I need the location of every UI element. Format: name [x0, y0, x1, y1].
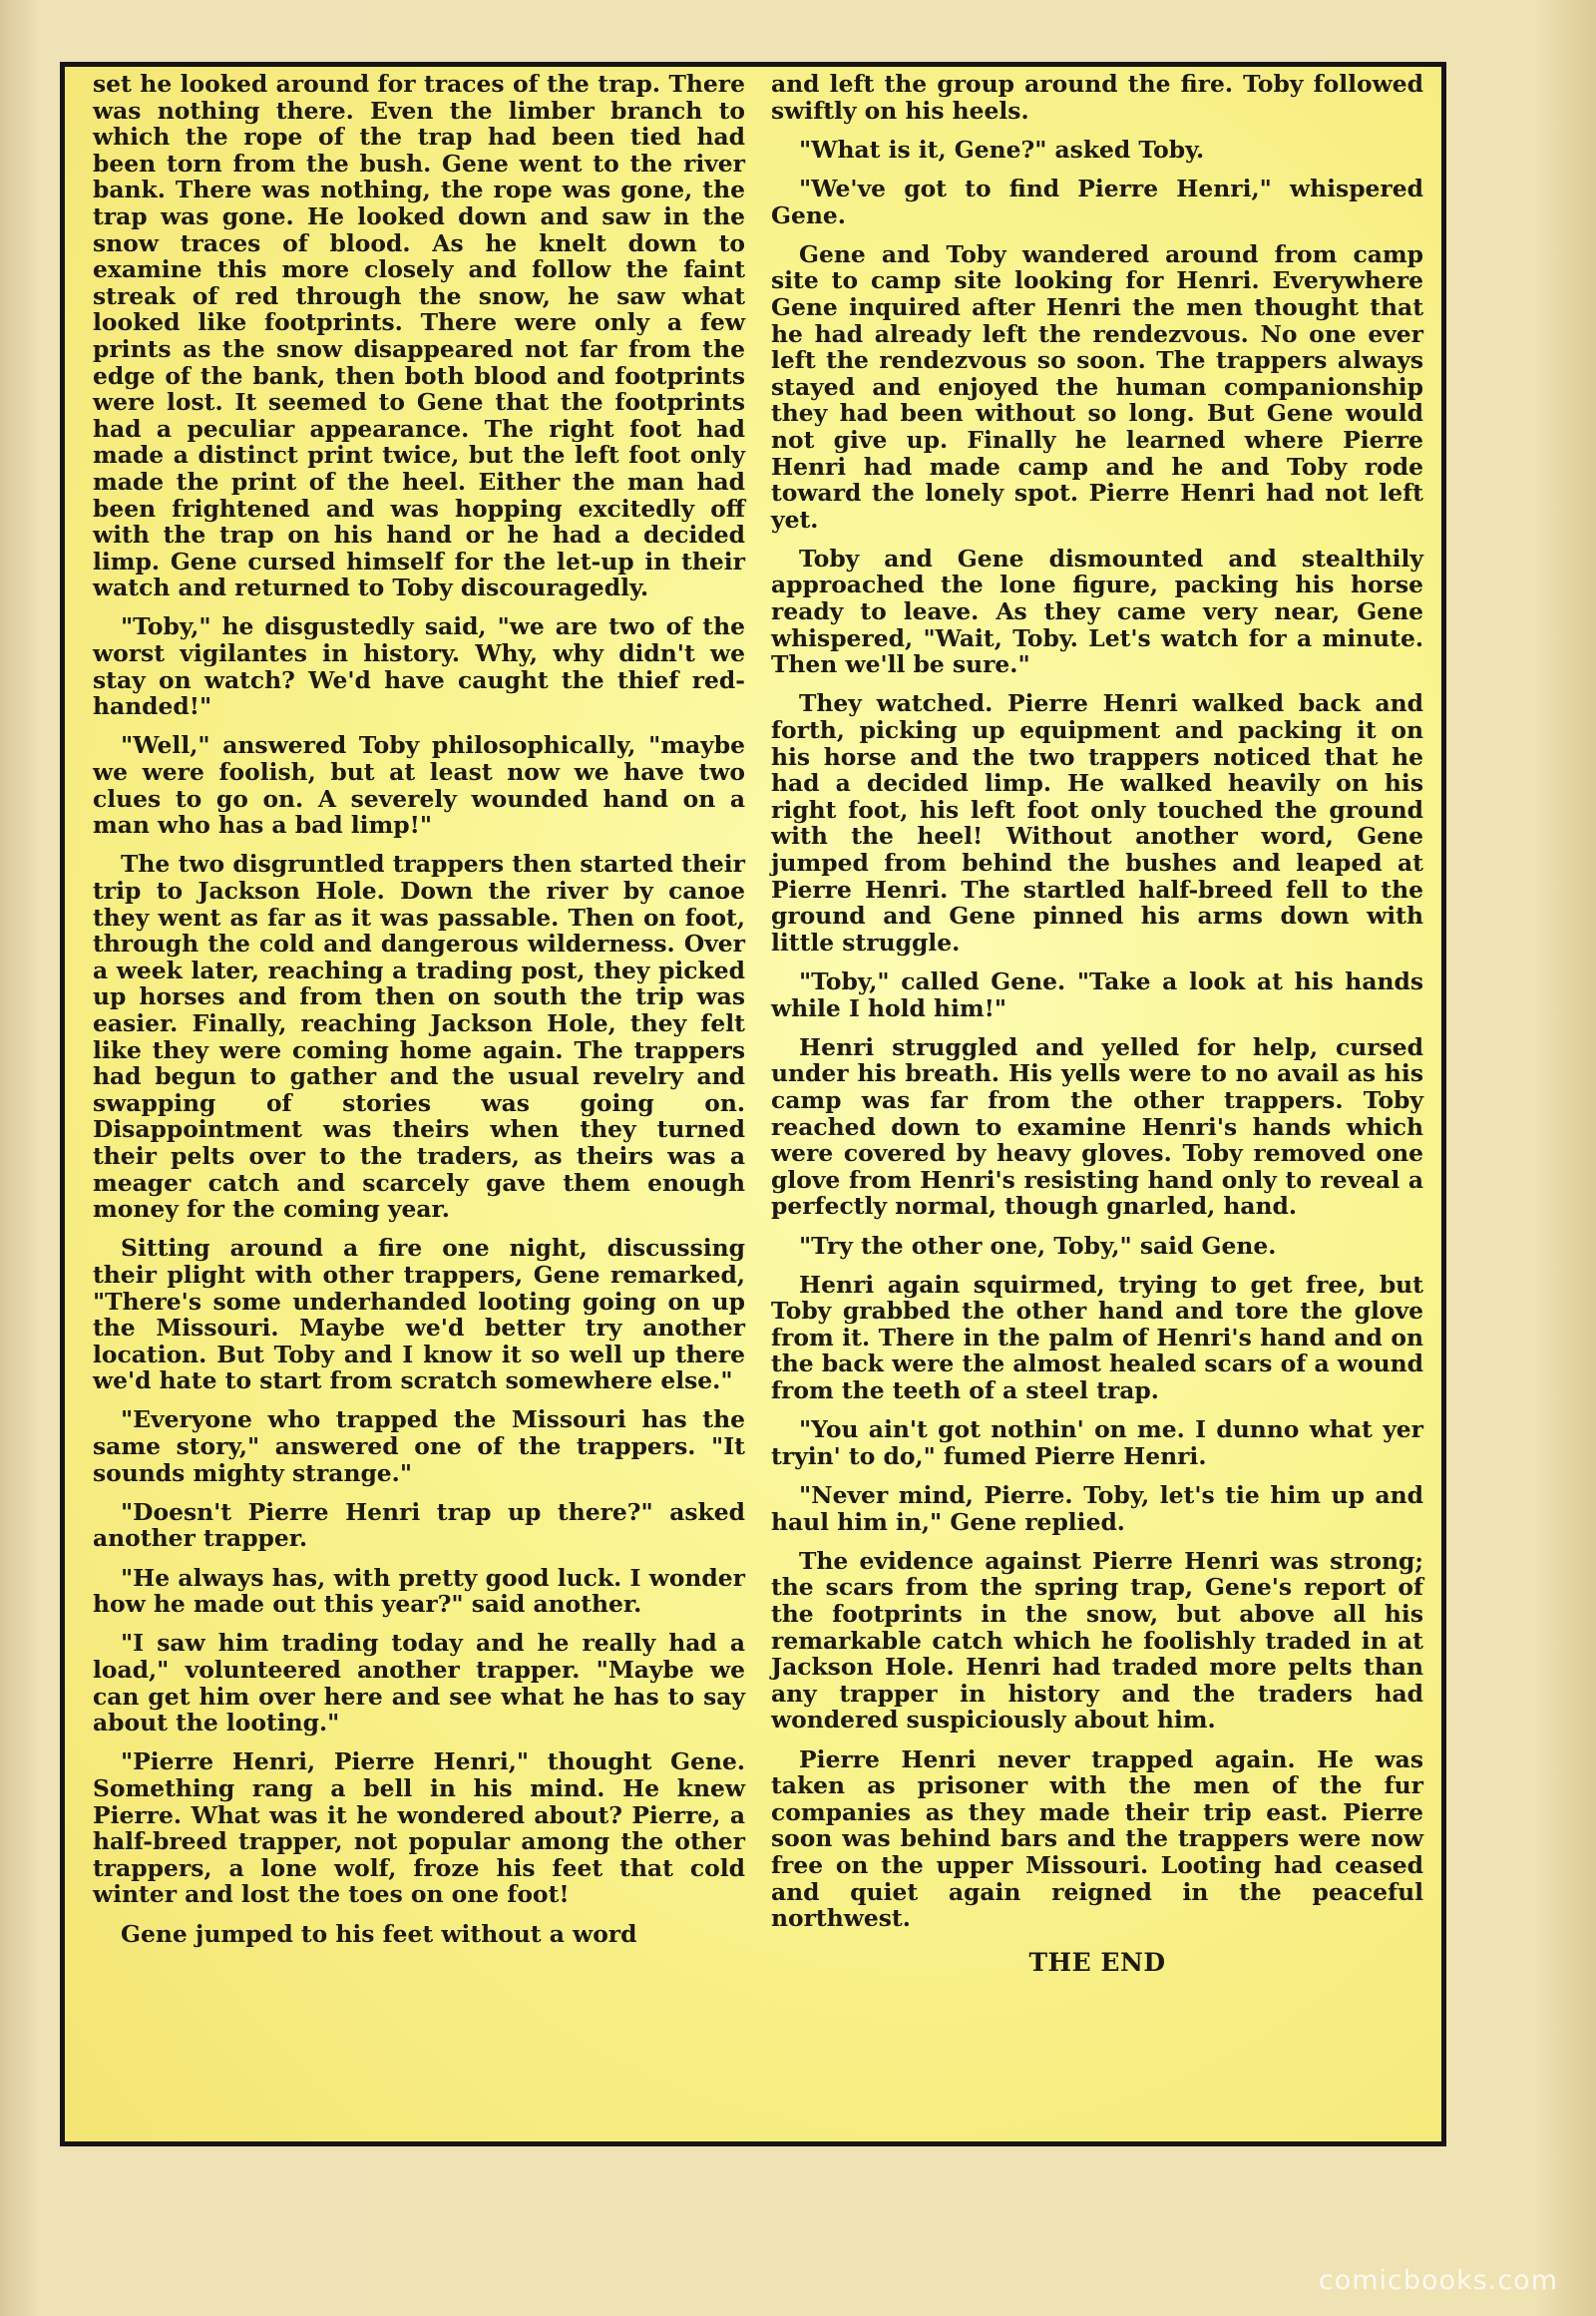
- paragraph: "You ain't got nothin' on me. I dunno what yer tryin' to do," fumed Pierre Henri.: [771, 1415, 1423, 1470]
- paragraph: Henri struggled and yelled for help, cursed under his breath. His yells were to no avail as his camp was far from the other trappers. Toby reached down to examine Henri's hands which were covered by heavy gloves. Toby removed one glove from Henri's resisting hand only to reveal a perfectly normal, though gnarled, hand.: [771, 1032, 1423, 1221]
- paragraph: "We've got to find Pierre Henri," whispered Gene.: [771, 174, 1423, 229]
- paragraph: set he looked around for traces of the trap. There was nothing there. Even the limber branch to which the rope of the trap had been tied had been torn from the bush. Gene went to the river bank. There was nothing, the rope was gone, the trap was gone. He looked down and saw in the snow traces of blood. As he knelt down to examine this more closely and follow the faint streak of red through the snow, he saw what looked like footprints. There were only a few prints as the snow disappeared not far from the edge of the bank, then both blood and footprints were lost. It seemed to Gene that the footprints had a peculiar appearance. The right foot had made a distinct print twice, but the left foot only made the print of the heel. Either the man had been frightened and was hopping excitedly off with the trap on his hand or he had a decided limp. Gene cursed himself for the let-up in their watch and returned to Toby discouragedly.: [93, 70, 745, 602]
- paragraph: "He always has, with pretty good luck. I wonder how he made out this year?" said another.: [93, 1563, 745, 1619]
- paragraph: Sitting around a fire one night, discussing their plight with other trappers, Gene remarked, "There's some underhanded looting going on up the Missouri. Maybe we'd better try another location. But Toby and I know it so well up there we'd hate to start from scratch somewhere else.": [93, 1234, 745, 1395]
- paragraph: Toby and Gene dismounted and stealthily approached the lone figure, packing his horse ready to leave. As they came very near, Gene whispered, "Wait, Toby. Let's watch for a minute. Then we'll be sure.": [771, 544, 1423, 679]
- paragraph: The two disgruntled trappers then started their trip to Jackson Hole. Down the river by canoe they went as far as it was passable. Then on foot, through the cold and dangerous wilderness. Over a week later, reaching a trading post, they picked up horses and from then on south the trip was easier. Finally, reaching Jackson Hole, they felt like they were coming home again. The trappers had begun to gather and the usual revelry and swapping of stories was going on. Disappointment was theirs when they turned their pelts over to the traders, as theirs was a meager catch and scarcely gave them enough money for the coming year.: [93, 850, 745, 1224]
- paragraph: They watched. Pierre Henri walked back and forth, picking up equipment and packing it on his horse and the two trappers noticed that he had a decided limp. He walked heavily on his right foot, his left foot only touched the ground with the heel! Without another word, Gene jumped from behind the bushes and leaped at Pierre Henri. The startled half-breed fell to the ground and Gene pinned his arms down with little struggle.: [771, 689, 1423, 957]
- paragraph: "Try the other one, Toby," said Gene.: [799, 1231, 1277, 1260]
- the-end-label: THE END: [1028, 1947, 1166, 1977]
- paragraph: "I saw him trading today and he really had a load," volunteered another trapper. "Maybe we can get him over here and see what he has to say about the looting.": [93, 1629, 745, 1737]
- paragraph: "Never mind, Pierre. Toby, let's tie him up and haul him in," Gene replied.: [771, 1481, 1423, 1536]
- watermark: comicbooks.com: [1318, 2265, 1558, 2296]
- paragraph: "Well," answered Toby philosophically, "maybe we were foolish, but at least now we have two clues to go on. A severely wounded hand on a man who has a bad limp!": [93, 731, 745, 840]
- paragraph: Gene and Toby wandered around from camp site to camp site looking for Henri. Everywhere Gene inquired after Henri the men thought that he had already left the rendezvous. No one ever left the rendezvous so soon. The trappers always stayed and enjoyed the human companionship they had been without so long. But Gene would not give up. Finally he learned where Pierre Henri had made camp and he and Toby rode toward the lonely spot. Pierre Henri had not left yet.: [771, 239, 1423, 534]
- paragraph: "Doesn't Pierre Henri trap up there?" asked another trapper.: [93, 1497, 745, 1553]
- paragraph: Gene jumped to his feet without a word: [121, 1919, 637, 1948]
- left-column: [93, 71, 745, 1960]
- paragraph: "Toby," called Gene. "Take a look at his hands while I hold him!": [771, 966, 1423, 1022]
- right-column: [771, 71, 1423, 1976]
- paragraph: "Toby," he disgustedly said, "we are two of the worst vigilantes in history. Why, why didn't we stay on watch? We'd have caught the thief red-handed!": [93, 612, 745, 721]
- text-panel: [60, 62, 1446, 2146]
- paragraph: Pierre Henri never trapped again. He was taken as prisoner with the men of the fur companies as they made their trip east. Pierre soon was behind bars and the trappers were now free on the upper Missouri. Looting had ceased and quiet again reigned in the peaceful northwest.: [771, 1744, 1423, 1933]
- paragraph: "Everyone who trapped the Missouri has the same story," answered one of the trappers. "It sounds mighty strange.": [93, 1405, 745, 1487]
- paragraph: "Pierre Henri, Pierre Henri," thought Gene. Something rang a bell in his mind. He knew Pierre. What was it he wondered about? Pierre, a half-breed trapper, not popular among the other trappers, a lone wolf, froze his feet that cold winter and lost the toes on one foot!: [93, 1747, 745, 1909]
- paragraph: "What is it, Gene?" asked Toby.: [799, 135, 1205, 164]
- paragraph: and left the group around the fire. Toby followed swiftly on his heels.: [771, 70, 1423, 125]
- paragraph: Henri again squirmed, trying to get free, but Toby grabbed the other hand and tore the glove from it. There in the palm of Henri's hand and on the back were the almost healed scars of a wound from the teeth of a steel trap.: [771, 1270, 1423, 1405]
- paragraph: The evidence against Pierre Henri was strong; the scars from the spring trap, Gene's report of the footprints in the snow, but above all his remarkable catch which he foolishly traded in at Jackson Hole. Henri had traded more pelts than any trapper in history and the traders had wondered suspiciously about him.: [771, 1546, 1423, 1735]
